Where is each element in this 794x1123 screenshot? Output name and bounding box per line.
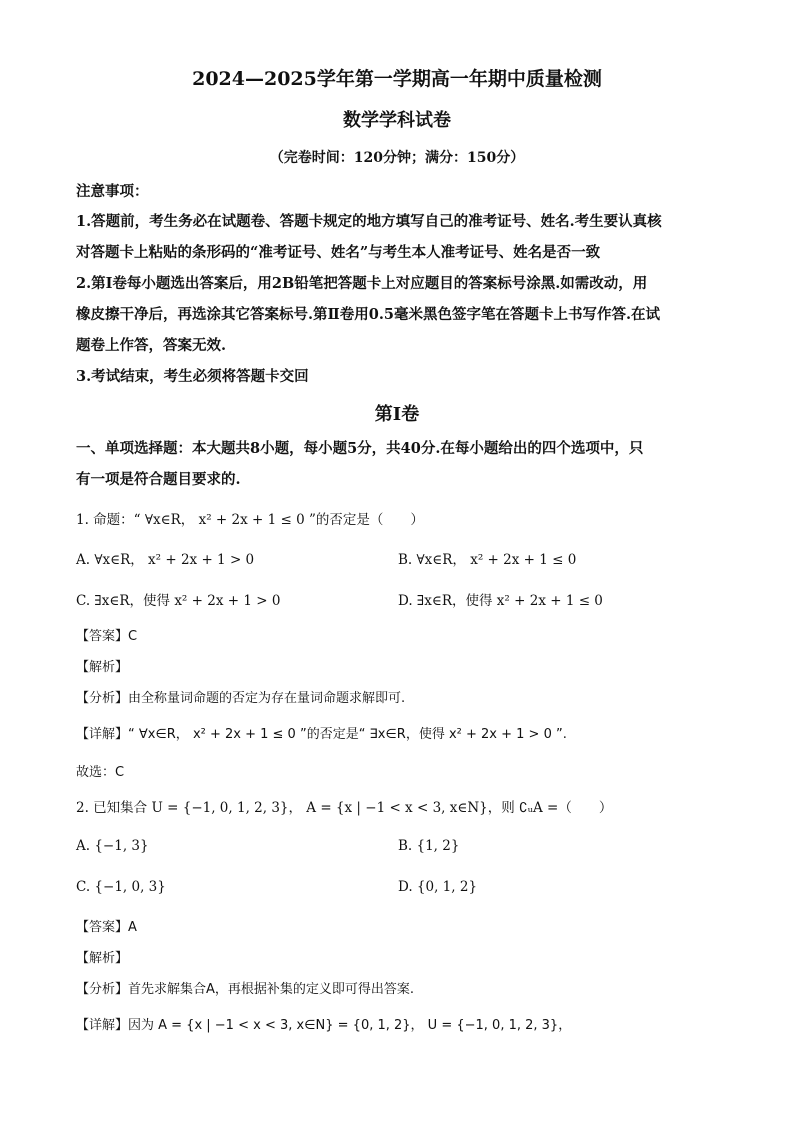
exam-title: 2024—2025学年第一学期高一年期中质量检测 (192, 68, 602, 90)
notice-item-1-line-1: 1.答题前，考生务必在试题卷、答题卡规定的地方填写自己的准考证号、姓名.考生要认真核 (76, 213, 662, 230)
subject-title: 数学学科试卷 (343, 110, 451, 131)
section-title: 第Ⅰ卷 (374, 404, 420, 425)
q1-fenxi: 【分析】由全称量词命题的否定为存在量词命题求解即可. (76, 691, 406, 706)
notice-item-2-line-1: 2.第Ⅰ卷每小题选出答案后，用2B铅笔把答题卡上对应题目的答案标号涂黑.如需改动，用 (76, 275, 648, 292)
notice-item-3: 3.考试结束，考生必须将答题卡交回 (76, 368, 309, 385)
q2-analysis-label: 【解析】 (76, 951, 129, 966)
q1-xiangjie: 【详解】“ ∀x∈R， x² + 2x + 1 ≤ 0 ”的否定是“ ∃x∈R，使得 x² + 2x + 1 > 0 ”. (76, 727, 567, 742)
notice-item-2-line-2: 橡皮擦干净后，再选涂其它答案标号.第Ⅱ卷用0.5毫米黑色签字笔在答题卡上书写作答.在试 (76, 306, 661, 323)
q1-option-c: C. ∃x∈R，使得 x² + 2x + 1 > 0 (76, 593, 281, 609)
q1-guxuan: 故选：C (76, 765, 125, 780)
q1-option-a: A. ∀x∈R， x² + 2x + 1 > 0 (76, 552, 255, 568)
q1-answer: 【答案】C (76, 629, 138, 644)
q1-option-d: D. ∃x∈R，使得 x² + 2x + 1 ≤ 0 (398, 593, 603, 609)
section-intro-line-2: 有一项是符合题目要求的. (76, 471, 241, 488)
q2-xiangjie: 【详解】因为 A = {x | −1 < x < 3, x∈N} = {0, 1, 2}， U = {−1, 0, 1, 2, 3}， (76, 1018, 572, 1033)
q1-stem: 1. 命题：“ ∀x∈R， x² + 2x + 1 ≤ 0 ”的否定是（ ） (76, 512, 424, 528)
notice-heading: 注意事项： (76, 183, 149, 200)
q2-option-c: C. {−1, 0, 3} (76, 879, 166, 895)
q2-stem: 2. 已知集合 U = {−1, 0, 1, 2, 3}， A = {x | −1 < x < 3, x∈N}，则 ∁ᵤA =（ ） (76, 800, 613, 816)
notice-item-1-line-2: 对答题卡上粘贴的条形码的“准考证号、姓名”与考生本人准考证号、姓名是否一致 (76, 244, 601, 261)
time-score-note: （完卷时间：120分钟；满分：150分） (269, 150, 525, 166)
q1-option-b: B. ∀x∈R， x² + 2x + 1 ≤ 0 (398, 552, 577, 568)
notice-item-2-line-3: 题卷上作答，答案无效. (76, 337, 227, 354)
section-intro-line-1: 一、单项选择题：本大题共8小题，每小题5分，共40分.在每小题给出的四个选项中，只 (76, 440, 644, 457)
q2-fenxi: 【分析】首先求解集合A，再根据补集的定义即可得出答案. (76, 982, 415, 997)
q1-analysis-label: 【解析】 (76, 660, 129, 675)
q2-option-d: D. {0, 1, 2} (398, 879, 478, 895)
q2-option-a: A. {−1, 3} (76, 838, 149, 854)
q2-answer: 【答案】A (76, 920, 137, 935)
q2-option-b: B. {1, 2} (398, 838, 460, 854)
